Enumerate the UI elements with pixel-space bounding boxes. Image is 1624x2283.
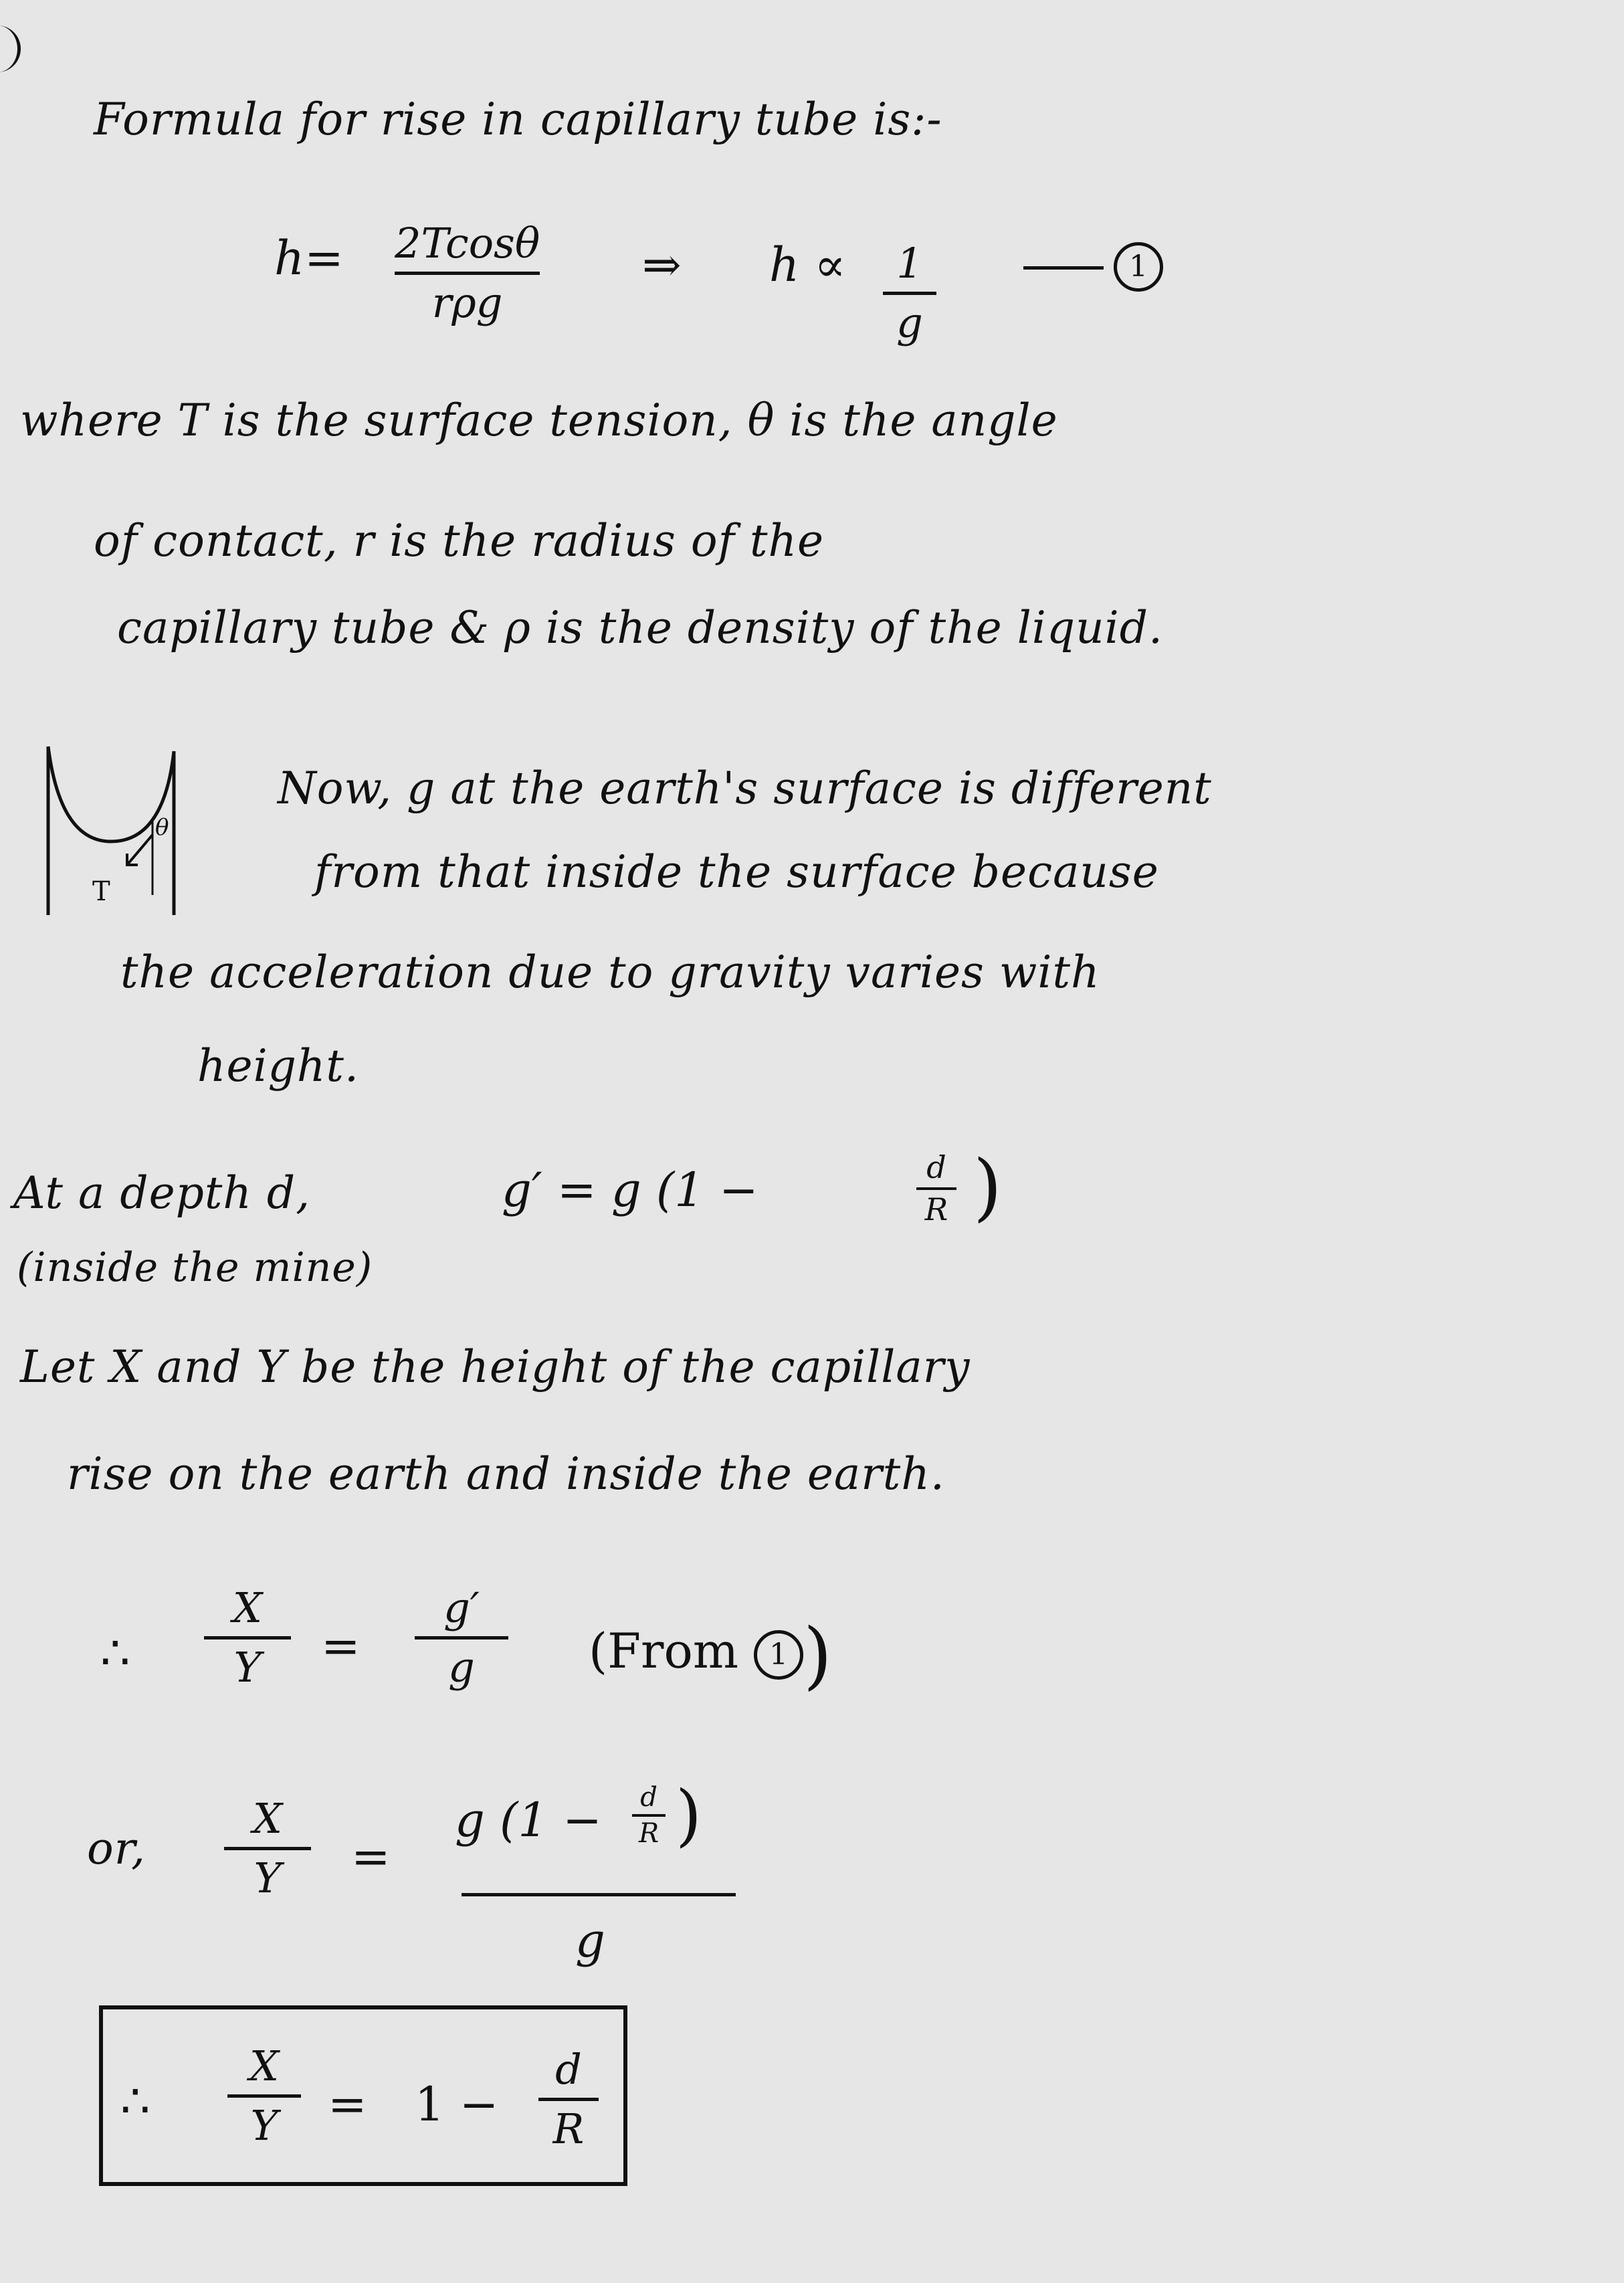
equation-ref-1 xyxy=(1114,235,1163,292)
explanation-line-3: the acceleration due to gravity varies with xyxy=(120,947,1100,998)
let-statement-line-2: rise on the earth and inside the earth. xyxy=(67,1448,945,1500)
step1-from-reference xyxy=(589,1612,832,1698)
proportional-numerator: 1 xyxy=(896,239,923,288)
fraction-bar xyxy=(395,272,540,275)
step2-right-num-suffix: ) xyxy=(676,1776,702,1854)
formula-denominator: rρg xyxy=(431,278,503,328)
definition-line-3: capillary tube & ρ is the density of the liquid. xyxy=(117,602,1164,654)
result-left-num: X xyxy=(249,2042,280,2090)
result-right-fraction xyxy=(538,2047,599,2152)
equation-number-circle: 1 xyxy=(754,1630,803,1680)
step2-right-num-prefix: g (1 − xyxy=(455,1793,602,1848)
step2-left-fraction xyxy=(224,1796,311,1901)
depth-note: (inside the mine) xyxy=(17,1244,373,1291)
equation-dash xyxy=(1023,266,1104,270)
implies-arrow: ⇒ xyxy=(642,237,682,292)
result-left-den: Y xyxy=(250,2101,278,2151)
page-corner-mark xyxy=(0,25,21,72)
depth-fraction-den: R xyxy=(924,1191,948,1227)
formula-numerator: 2Tcosθ xyxy=(395,219,540,268)
result-rhs-prefix: 1 − xyxy=(415,2077,499,2132)
fraction-bar xyxy=(204,1636,291,1640)
definition-line-2: of contact, r is the radius of the xyxy=(94,515,825,567)
depth-fraction xyxy=(916,1151,956,1226)
result-right-den: R xyxy=(552,2104,585,2154)
fraction-bar xyxy=(462,1893,736,1896)
result-equals: = xyxy=(328,2077,367,2132)
step1-from-text: (From xyxy=(589,1623,739,1679)
formula-fraction xyxy=(395,221,540,326)
depth-formula-prefix: g′ = g (1 − xyxy=(502,1163,758,1217)
step1-from-close: ) xyxy=(803,1612,832,1698)
formula-lhs: h= xyxy=(274,231,344,286)
step2-inner-num: d xyxy=(640,1782,657,1813)
explanation-line-1: Now, g at the earth's surface is different xyxy=(278,763,1212,814)
step2-right-den: g xyxy=(575,1913,605,1968)
step1-left-num: X xyxy=(232,1583,263,1632)
fraction-bar xyxy=(538,2098,599,2101)
result-left-fraction xyxy=(227,2044,301,2149)
step2-left-den: Y xyxy=(253,1854,282,1903)
proportional-denominator: g xyxy=(896,298,923,348)
fraction-bar xyxy=(883,292,936,295)
contact-angle-label: θ xyxy=(155,814,169,841)
step1-left-fraction xyxy=(204,1585,291,1690)
step2-inner-fraction xyxy=(632,1783,666,1848)
result-right-num: d xyxy=(555,2045,582,2094)
proportional-fraction xyxy=(883,241,936,346)
step1-right-fraction xyxy=(415,1585,508,1690)
fraction-bar xyxy=(227,2094,301,2098)
heading-text: Formula for rise in capillary tube is:- xyxy=(94,94,942,145)
capillary-meniscus-diagram xyxy=(33,741,194,922)
result-therefore: ∴ xyxy=(120,2074,150,2128)
depth-fraction-num: d xyxy=(926,1149,946,1185)
fraction-bar xyxy=(916,1187,956,1190)
depth-formula-suffix: ) xyxy=(973,1144,1002,1229)
fraction-bar xyxy=(224,1847,311,1850)
step1-equals: = xyxy=(321,1619,361,1674)
step2-equals: = xyxy=(351,1829,391,1884)
explanation-line-2: from that inside the surface because xyxy=(314,846,1159,898)
proportional-lhs: h ∝ xyxy=(769,237,846,292)
therefore-symbol: ∴ xyxy=(100,1625,130,1680)
step2-left-num: X xyxy=(252,1794,283,1843)
equation-number-circle: 1 xyxy=(1114,242,1163,292)
step2-prefix: or, xyxy=(87,1823,146,1874)
tension-label: T xyxy=(92,876,110,907)
step1-left-den: Y xyxy=(233,1643,262,1692)
let-statement-line-1: Let X and Y be the height of the capillary xyxy=(20,1341,971,1393)
depth-intro: At a depth d, xyxy=(13,1167,311,1219)
definition-line-1: where T is the surface tension, θ is the angle xyxy=(20,395,1058,446)
step2-inner-den: R xyxy=(638,1818,659,1849)
step1-right-den: g xyxy=(448,1643,475,1692)
fraction-bar xyxy=(415,1636,508,1640)
step1-right-num: g′ xyxy=(443,1583,480,1632)
explanation-line-4: height. xyxy=(197,1040,359,1092)
fraction-bar xyxy=(632,1814,666,1817)
